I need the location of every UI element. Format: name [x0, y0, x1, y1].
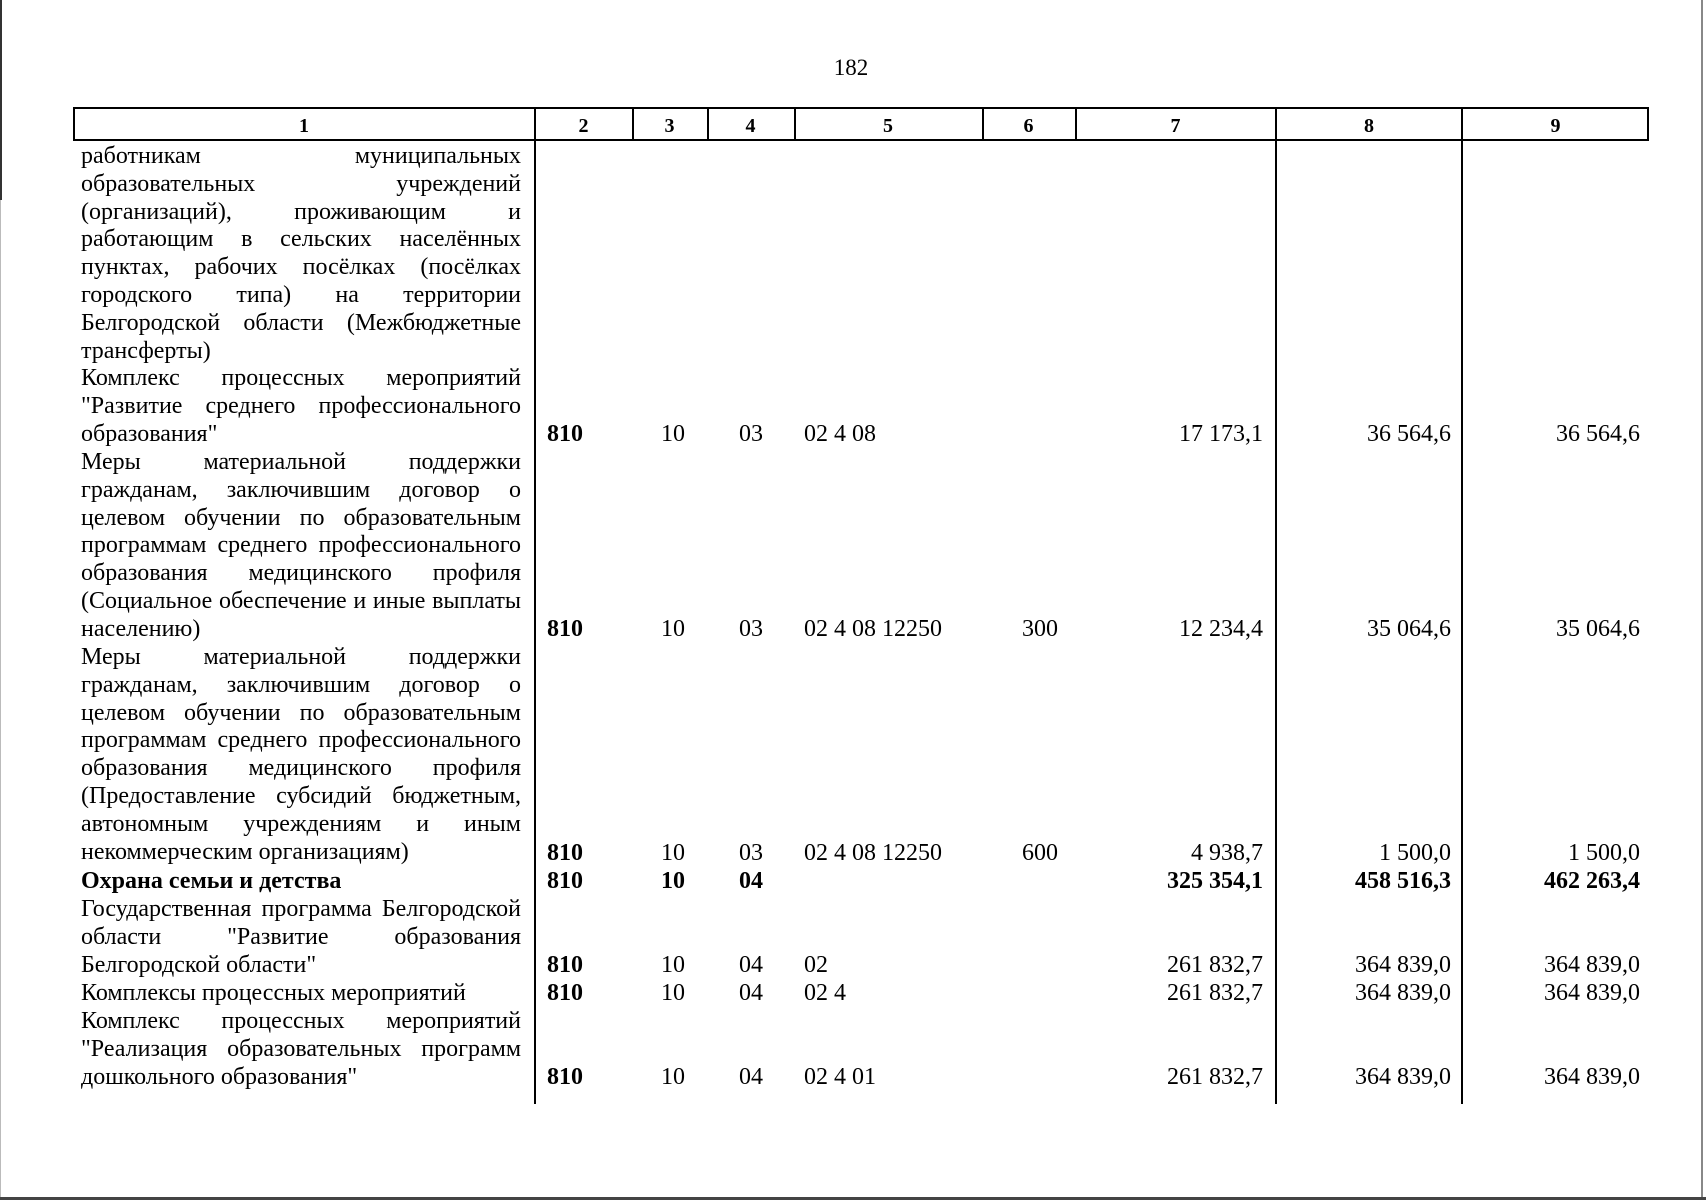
page-number [0, 55, 1706, 81]
cell-col-3: 10 [661, 952, 685, 979]
cell-col-9: 1 500,0 [1568, 840, 1640, 867]
header-col-7: 7 [1170, 115, 1181, 137]
scan-left-edge-light [0, 200, 1, 1200]
col-border-right [1647, 107, 1649, 141]
cell-col-5: 02 4 08 [804, 421, 876, 448]
cell-col-8: 364 839,0 [1355, 952, 1451, 979]
header-col-9: 9 [1550, 115, 1561, 137]
cell-col-4: 04 [739, 1064, 763, 1091]
row-name: Охрана семьи и детства [81, 868, 342, 894]
cell-col-8: 1 500,0 [1379, 840, 1451, 867]
cell-col-3: 10 [661, 616, 685, 643]
header-col-2: 2 [578, 115, 589, 137]
cell-col-2: 810 [547, 421, 583, 448]
cell-col-7: 17 173,1 [1179, 421, 1263, 448]
cell-col-7: 4 938,7 [1191, 840, 1263, 867]
cell-col-2: 810 [547, 980, 583, 1007]
cell-col-2: 810 [547, 1064, 583, 1091]
cell-col-4: 04 [739, 952, 763, 979]
cell-col-2: 810 [547, 952, 583, 979]
header-col-3: 3 [664, 115, 675, 137]
cell-col-8: 364 839,0 [1355, 1064, 1451, 1091]
cell-col-5: 02 4 08 12250 [804, 840, 942, 867]
cell-col-9: 364 839,0 [1544, 952, 1640, 979]
table-row [73, 980, 1649, 1008]
cell-col-6: 300 [1022, 616, 1058, 643]
header-col-4: 4 [745, 115, 756, 137]
cell-col-9: 462 263,4 [1544, 868, 1640, 895]
table-row [73, 644, 1649, 868]
cell-col-2: 810 [547, 868, 583, 895]
row-name: Комплекс процессных мероприятий "Развитие среднего профессионального образования" [81, 365, 521, 447]
cell-col-9: 36 564,6 [1556, 421, 1640, 448]
cell-col-8: 36 564,6 [1367, 421, 1451, 448]
cell-col-6: 600 [1022, 840, 1058, 867]
table-row [73, 143, 1649, 365]
cell-col-3: 10 [661, 868, 685, 895]
cell-col-7: 12 234,4 [1179, 616, 1263, 643]
cell-col-8: 364 839,0 [1355, 980, 1451, 1007]
row-name: Меры материальной поддержки гражданам, заключившим договор о целевом обучении по образовательным программам среднего профессионального образования медицинского профиля (Социальное обеспечение и иные выплаты населению) [81, 449, 521, 642]
cell-col-5: 02 4 01 [804, 1064, 876, 1091]
cell-col-3: 10 [661, 1064, 685, 1091]
cell-col-4: 03 [739, 616, 763, 643]
cell-col-3: 10 [661, 980, 685, 1007]
row-name: Государственная программа Белгородской области "Развитие образования Белгородской области" [81, 896, 521, 978]
cell-col-5: 02 [804, 952, 828, 979]
cell-col-4: 03 [739, 840, 763, 867]
table-row [73, 449, 1649, 644]
row-name: Комплексы процессных мероприятий [81, 980, 466, 1006]
cell-col-7: 325 354,1 [1167, 868, 1263, 895]
cell-col-5: 02 4 08 12250 [804, 616, 942, 643]
table-row [73, 1008, 1649, 1092]
scan-left-edge [0, 0, 2, 200]
col-border-left [73, 107, 75, 141]
cell-col-8: 35 064,6 [1367, 616, 1451, 643]
col-border-6 [1075, 107, 1077, 141]
cell-col-2: 810 [547, 840, 583, 867]
table-row [73, 896, 1649, 980]
cell-col-3: 10 [661, 421, 685, 448]
cell-col-4: 03 [739, 421, 763, 448]
table-row [73, 365, 1649, 449]
table-row [73, 868, 1649, 896]
cell-col-7: 261 832,7 [1167, 1064, 1263, 1091]
cell-col-2: 810 [547, 616, 583, 643]
budget-table [73, 107, 1649, 1104]
col-border-2 [632, 107, 634, 141]
cell-col-8: 458 516,3 [1355, 868, 1451, 895]
cell-col-3: 10 [661, 840, 685, 867]
page-number-text: 182 [833, 55, 869, 80]
cell-col-5: 02 4 [804, 980, 846, 1007]
header-col-5: 5 [883, 115, 893, 137]
cell-col-7: 261 832,7 [1167, 980, 1263, 1007]
cell-col-9: 364 839,0 [1544, 1064, 1640, 1091]
header-col-6: 6 [1023, 115, 1034, 137]
header-col-8: 8 [1364, 115, 1374, 137]
cell-col-7: 261 832,7 [1167, 952, 1263, 979]
scan-right-edge [1701, 0, 1703, 1200]
cell-col-4: 04 [739, 980, 763, 1007]
col-border-3 [707, 107, 709, 141]
row-name: работникам муниципальных образовательных учреждений (организаций), проживающим и работающим в сельских населённых пунктах, рабочих посёлках (посёлках городского типа) на территории Белгородской области (Межбюджетные трансферты) [81, 143, 521, 364]
header-col-1: 1 [299, 115, 309, 137]
row-name: Меры материальной поддержки гражданам, заключившим договор о целевом обучении по образовательным программам среднего профессионального образования медицинского профиля (Предоставление субсидий бюджетным, автономным учреждениям и иным некоммерческим организациям) [81, 644, 521, 865]
cell-col-4: 04 [739, 868, 763, 895]
col-border-4 [794, 107, 796, 141]
cell-col-9: 364 839,0 [1544, 980, 1640, 1007]
table-header [73, 107, 1649, 141]
cell-col-9: 35 064,6 [1556, 616, 1640, 643]
col-border-5 [982, 107, 984, 141]
row-name: Комплекс процессных мероприятий "Реализация образовательных программ дошкольного образования" [81, 1008, 521, 1090]
